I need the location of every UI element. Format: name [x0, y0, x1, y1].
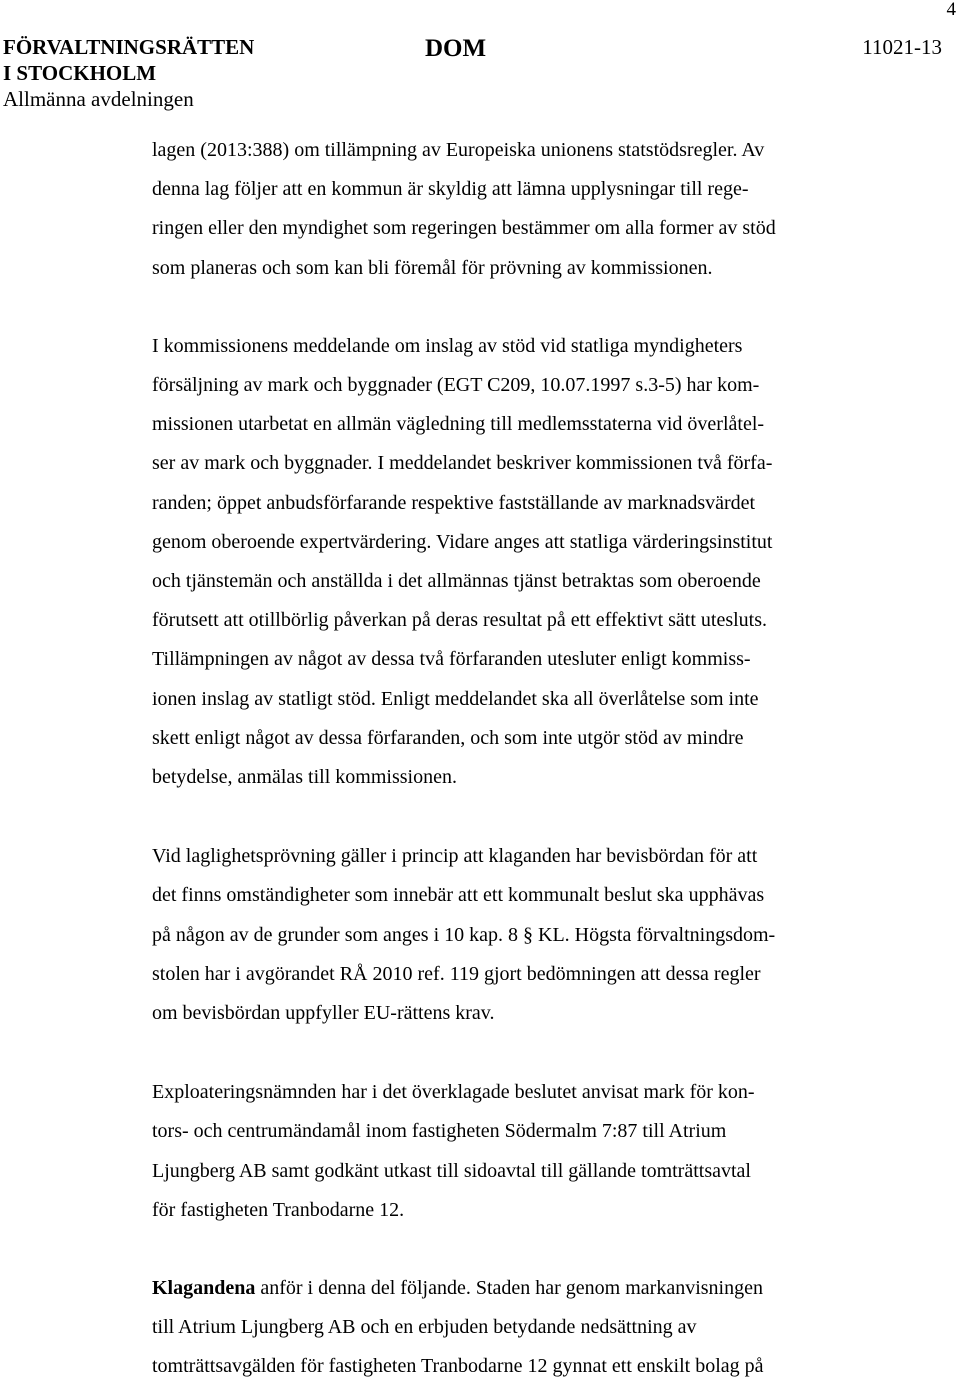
paragraph-appellants: [152, 1269, 872, 1387]
text-line: ser av mark och byggnader. I meddelandet beskriver kommissionen två förfa-: [152, 452, 773, 475]
text-line: för fastigheten Tranbodarne 12.: [152, 1198, 405, 1221]
text-line: [152, 1269, 872, 1308]
appellants-lead-text: anför i denna del följande. Staden har genom markanvisningen: [255, 1277, 763, 1300]
text-line: tors- och centrumändamål inom fastigheten Södermalm 7:87 till Atrium: [152, 1120, 727, 1143]
document-type: DOM: [425, 35, 487, 62]
paragraph-land-allocation: [152, 1073, 872, 1230]
text-line: det finns omständigheter som innebär att ett kommunalt beslut ska upphävas: [152, 884, 765, 907]
text-line: som planeras och som kan bli föremål för prövning av kommissionen.: [152, 256, 713, 279]
text-line: om bevisbördan uppfyller EU-rättens krav.: [152, 1002, 495, 1025]
paragraph-state-aid-law: [152, 131, 872, 288]
text-line: tomträttsavgälden för fastigheten Tranbodarne 12 gynnat ett enskilt bolag på: [152, 1355, 764, 1378]
text-line: lagen (2013:388) om tillämpning av Europeiska unionens statstödsregler. Av: [152, 139, 765, 161]
text-line: denna lag följer att en kommun är skyldig att lämna upplysningar till rege-: [152, 178, 749, 201]
text-line: betydelse, anmälas till kommissionen.: [152, 766, 457, 789]
court-name-line-1: FÖRVALTNINGSRÄTTEN: [3, 35, 255, 59]
text-line: Exploateringsnämnden har i det överklagade beslutet anvisat mark för kon-: [152, 1081, 755, 1104]
court-name-line-2: I STOCKHOLM: [3, 61, 157, 85]
text-line: ionen inslag av statligt stöd. Enligt meddelandet ska all överlåtelse som inte: [152, 687, 759, 710]
text-line: Ljungberg AB samt godkänt utkast till sidoavtal till gällande tomträttsavtal: [152, 1159, 751, 1182]
case-number: 11021-13: [862, 35, 942, 59]
text-line: ringen eller den myndighet som regeringen bestämmer om alla former av stöd: [152, 217, 776, 240]
appellants-label: Klagandena: [152, 1277, 256, 1300]
paragraph-commission-notice: [152, 327, 872, 797]
text-line: skett enligt något av dessa förfaranden, och som inte utgör stöd av mindre: [152, 726, 744, 749]
text-line: försäljning av mark och byggnader (EGT C209, 10.07.1997 s.3-5) har kom-: [152, 374, 760, 397]
text-line: till Atrium Ljungberg AB och en erbjuden betydande nedsättning av: [152, 1316, 697, 1339]
text-line: stolen har i avgörandet RÅ 2010 ref. 119 gjort bedömningen att dessa regler: [152, 962, 761, 985]
text-line: missionen utarbetat en allmän vägledning till medlemsstaterna vid överlåtel-: [152, 413, 765, 436]
text-line: genom oberoende expertvärdering. Vidare anges att statliga värderingsinstitut: [152, 530, 773, 553]
page-number: 4: [946, 0, 956, 20]
text-line: på någon av de grunder som anges i 10 kap. 8 § KL. Högsta förvaltningsdom-: [152, 923, 776, 946]
court-name: [3, 34, 254, 86]
text-line: I kommissionens meddelande om inslag av stöd vid statliga myndigheters: [152, 334, 743, 357]
division-name: Allmänna avdelningen: [3, 87, 194, 111]
text-line: Vid laglighetsprövning gäller i princip att klaganden har bevisbördan för att: [152, 845, 758, 868]
document-body: [152, 131, 872, 1387]
text-line: och tjänstemän och anställda i det allmännas tjänst betraktas som oberoende: [152, 570, 761, 593]
paragraph-burden-of-proof: [152, 837, 872, 1033]
text-line: randen; öppet anbudsförfarande respektive fastställande av marknadsvärdet: [152, 491, 756, 514]
text-line: Tillämpningen av något av dessa två förfaranden utesluter enligt kommiss-: [152, 648, 751, 671]
text-line: förutsett att otillbörlig påverkan på deras resultat på ett effektivt sätt utesluts.: [152, 609, 768, 632]
